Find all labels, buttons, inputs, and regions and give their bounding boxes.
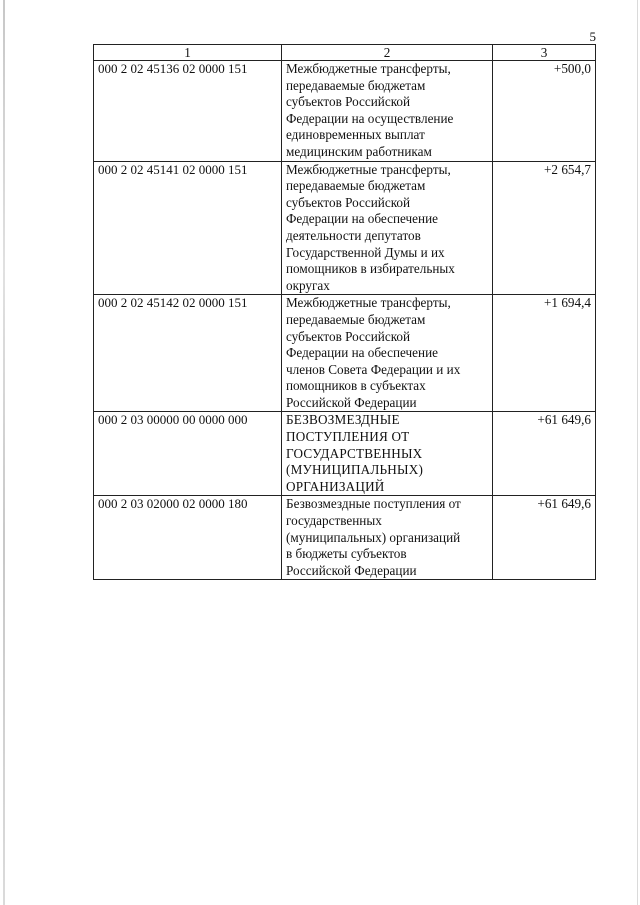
name-line: БЕЗВОЗМЕЗДНЫЕ	[286, 412, 400, 428]
column-header-3: 3	[493, 45, 596, 61]
table-row	[94, 61, 596, 162]
name-line: передаваемые бюджетам	[286, 178, 426, 194]
name-line: помощников в субъектах	[286, 378, 426, 394]
name-line: передаваемые бюджетам	[286, 311, 426, 327]
name-line: членов Совета Федерации и их	[286, 361, 461, 377]
name-line: помощников в избирательных	[286, 261, 455, 277]
name-line: деятельности депутатов	[286, 227, 421, 243]
budget-code-cell: 000 2 02 45141 02 0000 151	[94, 161, 282, 295]
name-line: Межбюджетные трансферты,	[286, 161, 451, 177]
table-header-row	[94, 45, 596, 61]
name-line: передаваемые бюджетам	[286, 77, 426, 93]
name-line: Федерации на осуществление	[286, 110, 454, 126]
budget-table	[93, 44, 596, 580]
name-line: Межбюджетные трансферты,	[286, 61, 451, 76]
name-line: субъектов Российской	[286, 94, 411, 110]
name-line: ПОСТУПЛЕНИЯ ОТ	[286, 429, 410, 445]
name-line: субъектов Российской	[286, 194, 411, 210]
name-line: ОРГАНИЗАЦИЙ	[286, 478, 385, 494]
name-line: медицинским работникам	[286, 143, 432, 159]
budget-code-cell: 000 2 02 45142 02 0000 151	[94, 295, 282, 412]
amount-cell: +61 649,6	[493, 412, 596, 496]
name-line: единовременных выплат	[286, 127, 425, 143]
name-line: Федерации на обеспечение	[286, 211, 438, 227]
table-row	[94, 496, 596, 580]
name-line: Государственной Думы и их	[286, 244, 445, 260]
page-number: 5	[589, 29, 596, 44]
amount-cell: +1 694,4	[493, 295, 596, 412]
name-line: Российской Федерации	[286, 562, 417, 578]
name-line: (муниципальных) организаций	[286, 529, 461, 545]
column-header-1: 1	[94, 45, 282, 61]
name-line: Межбюджетные трансферты,	[286, 295, 451, 311]
scan-edge-right	[637, 0, 638, 905]
amount-cell: +2 654,7	[493, 161, 596, 295]
budget-name-cell	[282, 61, 493, 162]
name-line: (МУНИЦИПАЛЬНЫХ)	[286, 462, 424, 478]
name-line: ГОСУДАРСТВЕННЫХ	[286, 445, 423, 461]
amount-cell: +61 649,6	[493, 496, 596, 580]
budget-name-cell	[282, 496, 493, 580]
scan-edge-left	[3, 0, 5, 905]
budget-name-cell	[282, 161, 493, 295]
column-header-2: 2	[282, 45, 493, 61]
table-row	[94, 412, 596, 496]
name-line: в бюджеты субъектов	[286, 546, 407, 562]
table-row	[94, 295, 596, 412]
name-line: Российской Федерации	[286, 394, 417, 410]
amount-cell: +500,0	[493, 61, 596, 162]
budget-code-cell: 000 2 03 02000 02 0000 180	[94, 496, 282, 580]
table-row	[94, 161, 596, 295]
name-line: субъектов Российской	[286, 328, 411, 344]
name-line: округах	[286, 277, 330, 293]
budget-code-cell: 000 2 03 00000 00 0000 000	[94, 412, 282, 496]
budget-code-cell: 000 2 02 45136 02 0000 151	[94, 61, 282, 162]
name-line: Федерации на обеспечение	[286, 345, 438, 361]
name-line: государственных	[286, 513, 382, 529]
name-line: Безвозмездные поступления от	[286, 496, 461, 512]
budget-name-cell	[282, 295, 493, 412]
budget-name-cell	[282, 412, 493, 496]
